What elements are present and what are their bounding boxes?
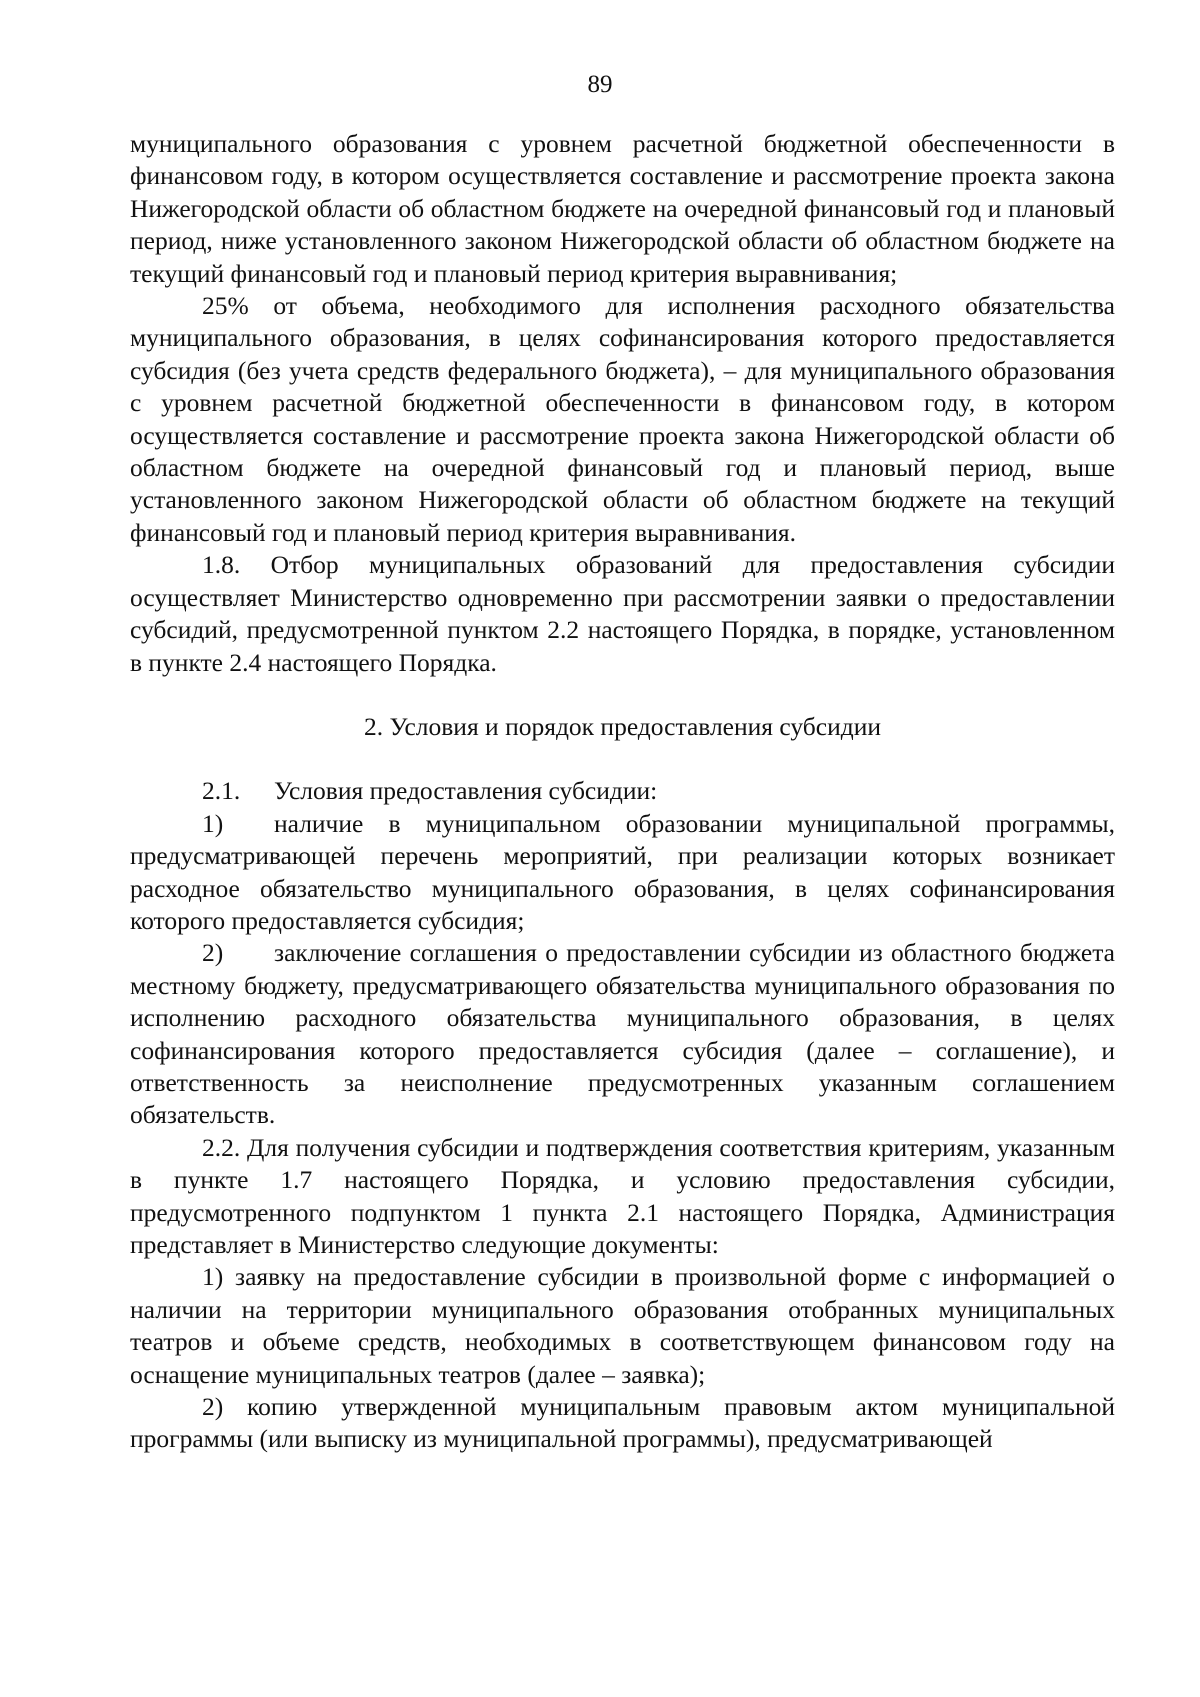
paragraph-25-percent: 25% от объема, необходимого для исполнения расходного обязательства муниципального образования, в целях софинансирования которого предоставляется субсидия (без учета средств федерального бюджета), – для муниципального образования с уровнем расчетной бюджетной обеспеченности в финансовом году, в котором осуществляется составление и рассмотрение проекта закона Нижегородской области об областном бюджете на очередной финансовый год и плановый период, выше установленного законом Нижегородской области об областном бюджете на текущий финансовый год и плановый период критерия выравнивания. [130,291,1115,547]
item-text: наличие в муниципальном образовании муниципальной программы, предусматривающей перечень мероприятий, при реализации которых возникает расходное обязательство муниципального образования, в целях софинансирования которого предоставляется субсидия; [130,808,1115,935]
paragraph-doc-1: 1) заявку на предоставление субсидии в произвольной форме с информацией о наличии на территории муниципального образования отобранных муниципальных театров и объеме средств, необходимых в соответствующем финансовом году на оснащение муниципальных театров (далее – заявка); [130,1262,1115,1389]
paragraph-item-2 [130,937,1115,1131]
item-number: 2) [202,938,224,968]
item-number: 1) [202,808,224,838]
document-body [130,128,1115,1456]
paragraph-1-8: 1.8. Отбор муниципальных образований для предоставления субсидии осуществляет Министерство одновременно при рассмотрении заявки о предоставлении субсидий, предусмотренной пунктом 2.2 настоящего Порядка, в порядке, установленном в пункте 2.4 настоящего Порядка. [130,550,1115,677]
item-number: 2.1. [202,776,241,806]
section-heading: 2. Условия и порядок предоставления субсидии [363,711,882,741]
page-number: 89 [587,71,613,98]
paragraph-continuation: муниципального образования с уровнем расчетной бюджетной обеспеченности в финансовом году, в котором осуществляется составление и рассмотрение проекта закона Нижегородской области об областном бюджете на очередной финансовый год и плановый период, ниже установленного законом Нижегородской области об областном бюджете на текущий финансовый год и плановый период критерия выравнивания; [130,129,1115,288]
paragraph-2-2: 2.2. Для получения субсидии и подтверждения соответствия критериям, указанным в пункте 1.7 настоящего Порядка, и условию предоставления субсидии, предусмотренного подпунктом 1 пункта 2.1 настоящего Порядка, Администрация представляет в Министерство следующие документы: [130,1132,1115,1259]
paragraph-item-1 [130,808,1115,938]
item-text: Условия предоставления субсидии: [274,776,658,806]
item-text: заключение соглашения о предоставлении субсидии из областного бюджета местному бюджету, предусматривающего обязательства муниципального образования по исполнению расходного обязательства муниципального образования, в целях софинансирования которого предоставляется субсидия (далее – соглашение), и ответственность за неисполнение предусмотренных указанным соглашением обязательств. [130,938,1115,1130]
paragraph-doc-2: 2) копию утвержденной муниципальным правовым актом муниципальной программы (или выписку из муниципальной программы), предусматривающей [130,1392,1115,1454]
paragraph-2-1 [130,775,1115,807]
